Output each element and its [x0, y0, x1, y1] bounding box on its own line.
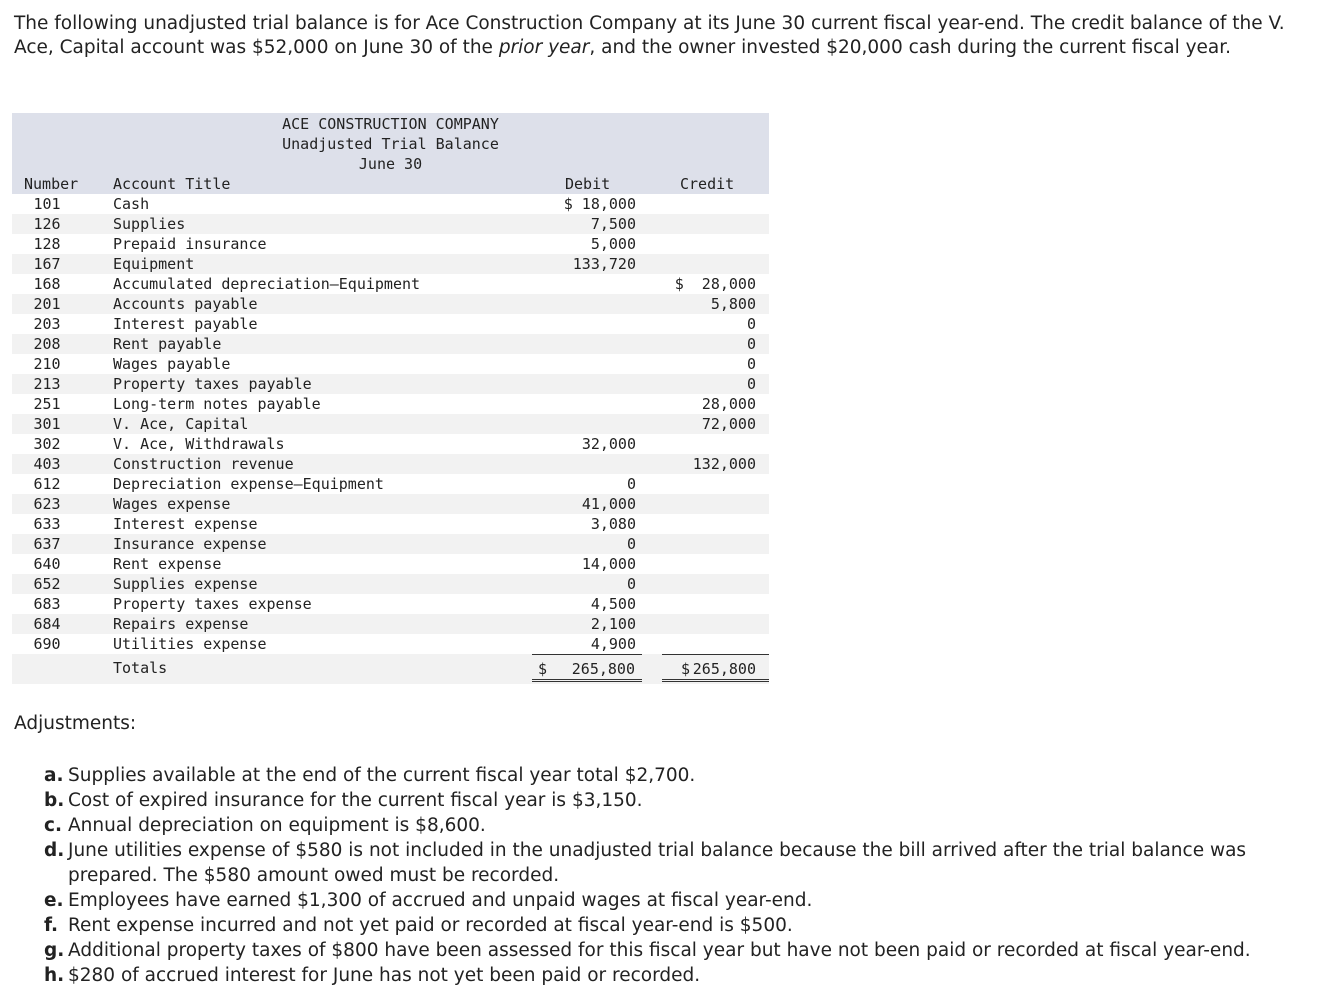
account-number: 684	[33, 615, 61, 633]
account-title: Property taxes expense	[113, 595, 312, 613]
table-row	[12, 434, 769, 454]
adjustment-item	[44, 763, 1304, 788]
adjustment-letter: h.	[44, 965, 65, 986]
account-title: Depreciation expense—Equipment	[113, 475, 384, 493]
debit-amount: 41,000	[581, 495, 636, 513]
debit-amount: 14,000	[581, 555, 636, 573]
adjustment-text: Annual depreciation on equipment is $8,600.	[68, 815, 486, 836]
account-title: Construction revenue	[113, 455, 294, 473]
account-number: 213	[33, 375, 61, 393]
adjustment-item	[44, 788, 1304, 813]
table-row	[12, 354, 769, 374]
debit-amount: 7,500	[590, 215, 636, 233]
col-header-account: Account Title	[113, 175, 231, 193]
credit-amount: $ 28,000	[674, 275, 756, 293]
adjustment-letter: g.	[44, 940, 65, 961]
trial-balance-header	[12, 113, 769, 194]
credit-amount: 0	[746, 375, 756, 393]
adjustment-text: Additional property taxes of $800 have been assessed for this fiscal year but have not been paid or recorded at fiscal year-end.	[68, 940, 1251, 961]
adjustment-item	[44, 938, 1304, 963]
adjustment-text: Employees have earned $1,300 of accrued and unpaid wages at fiscal year-end.	[68, 890, 813, 911]
table-row	[12, 414, 769, 434]
col-header-debit: Debit	[565, 175, 611, 193]
account-title: Repairs expense	[113, 615, 249, 633]
adjustments-list	[44, 763, 1304, 988]
account-number: 690	[33, 635, 61, 653]
trial-balance-body	[12, 194, 769, 654]
adjustment-letter: c.	[44, 815, 62, 836]
debit-amount: 133,720	[572, 255, 636, 273]
total-credit-sign: $	[681, 660, 691, 678]
account-number: 128	[33, 235, 61, 253]
table-row	[12, 214, 769, 234]
credit-amount: 28,000	[701, 395, 756, 413]
total-debit-value: 265,800	[571, 660, 635, 678]
account-number: 640	[33, 555, 61, 573]
account-number: 208	[33, 335, 61, 353]
adjustment-text: Supplies available at the end of the current fiscal year total $2,700.	[68, 765, 696, 786]
account-number: 301	[33, 415, 61, 433]
account-title: Accumulated depreciation—Equipment	[113, 275, 421, 293]
account-title: V. Ace, Capital	[113, 415, 249, 433]
adjustment-text: Cost of expired insurance for the current fiscal year is $3,150.	[68, 790, 643, 811]
account-number: 652	[33, 575, 61, 593]
adjustment-text: $280 of accrued interest for June has not yet been paid or recorded.	[68, 965, 701, 986]
table-row	[12, 634, 769, 654]
debit-amount: 3,080	[590, 515, 636, 533]
table-row	[12, 514, 769, 534]
credit-amount: 0	[746, 315, 756, 333]
table-row	[12, 274, 769, 294]
table-row	[12, 594, 769, 614]
account-title: Rent expense	[113, 555, 222, 573]
account-title: Interest payable	[113, 315, 258, 333]
table-row	[12, 374, 769, 394]
debit-amount: 0	[626, 475, 636, 493]
account-number: 210	[33, 355, 61, 373]
adjustment-item	[44, 963, 1304, 988]
account-number: 126	[33, 215, 61, 233]
company-name: ACE CONSTRUCTION COMPANY	[282, 115, 499, 133]
credit-amount: 0	[746, 355, 756, 373]
account-number: 683	[33, 595, 61, 613]
statement-title: Unadjusted Trial Balance	[282, 135, 499, 153]
account-title: Interest expense	[113, 515, 258, 533]
debit-amount: 4,900	[590, 635, 636, 653]
account-number: 201	[33, 295, 61, 313]
table-row	[12, 254, 769, 274]
account-number: 302	[33, 435, 61, 453]
account-title: Prepaid insurance	[113, 235, 267, 253]
debit-amount: 5,000	[590, 235, 636, 253]
credit-amount: 72,000	[701, 415, 756, 433]
debit-amount: $ 18,000	[563, 195, 636, 213]
account-number: 623	[33, 495, 61, 513]
table-row	[12, 194, 769, 214]
adjustment-text: Rent expense incurred and not yet paid or recorded at fiscal year-end is $500.	[68, 915, 793, 936]
table-row	[12, 234, 769, 254]
table-row	[12, 614, 769, 634]
col-header-number: Number	[24, 175, 79, 193]
trial-balance-table	[12, 113, 769, 684]
account-number: 637	[33, 535, 61, 553]
table-row	[12, 394, 769, 414]
table-row	[12, 334, 769, 354]
account-number: 612	[33, 475, 61, 493]
account-number: 101	[33, 195, 61, 213]
table-row	[12, 534, 769, 554]
adjustment-text: June utilities expense of $580 is not included in the unadjusted trial balance because the bill arrived after the trial balance was prepared. The $580 amount owed must be recorded.	[68, 840, 1247, 886]
account-number: 168	[33, 275, 61, 293]
adjustment-letter: a.	[44, 765, 64, 786]
table-row	[12, 454, 769, 474]
account-title: V. Ace, Withdrawals	[113, 435, 285, 453]
credit-amount: 0	[746, 335, 756, 353]
account-title: Wages payable	[113, 355, 231, 373]
account-title: Accounts payable	[113, 295, 258, 313]
table-row	[12, 554, 769, 574]
account-number: 403	[33, 455, 61, 473]
debit-amount: 32,000	[581, 435, 636, 453]
intro-text-2: , and the owner invested $20,000 cash during the current fiscal year.	[589, 37, 1232, 58]
debit-amount: 4,500	[590, 595, 636, 613]
table-row	[12, 474, 769, 494]
account-number: 633	[33, 515, 61, 533]
account-title: Wages expense	[113, 495, 231, 513]
intro-emphasis: prior year	[498, 37, 590, 58]
adjustment-letter: b.	[44, 790, 65, 811]
credit-amount: 132,000	[692, 455, 756, 473]
table-row	[12, 294, 769, 314]
adjustments-label: Adjustments:	[14, 713, 137, 734]
account-title: Equipment	[113, 255, 195, 273]
account-title: Supplies	[113, 215, 186, 233]
totals-label: Totals	[113, 659, 168, 677]
totals-row	[12, 654, 769, 684]
adjustment-letter: e.	[44, 890, 64, 911]
adjustment-letter: d.	[44, 840, 65, 861]
account-number: 167	[33, 255, 61, 273]
debit-amount: 2,100	[590, 615, 636, 633]
account-title: Property taxes payable	[113, 375, 312, 393]
adjustment-item	[44, 838, 1304, 888]
account-title: Insurance expense	[113, 535, 267, 553]
problem-intro	[14, 12, 1304, 60]
account-title: Rent payable	[113, 335, 222, 353]
statement-date: June 30	[358, 155, 423, 173]
total-credit-value: 265,800	[692, 660, 756, 678]
total-debit-sign: $	[538, 660, 548, 678]
debit-amount: 0	[626, 535, 636, 553]
col-header-credit: Credit	[680, 175, 735, 193]
adjustment-letter: f.	[44, 915, 59, 936]
total-debit	[532, 654, 642, 682]
account-title: Utilities expense	[113, 635, 267, 653]
table-row	[12, 574, 769, 594]
credit-amount: 5,800	[710, 295, 756, 313]
intro-text-1: The following unadjusted trial balance is for Ace Construction Company at its June 30 current fiscal year-end. The credit balance of the V. Ace, Capital account was $52,000 on June 30 of the	[14, 13, 1285, 58]
account-number: 251	[33, 395, 61, 413]
adjustment-item	[44, 913, 1304, 938]
table-row	[12, 494, 769, 514]
debit-amount: 0	[626, 575, 636, 593]
account-title: Long-term notes payable	[113, 395, 321, 413]
total-credit	[662, 654, 769, 682]
account-title: Supplies expense	[113, 575, 258, 593]
table-row	[12, 314, 769, 334]
adjustment-item	[44, 813, 1304, 838]
adjustment-item	[44, 888, 1304, 913]
account-title: Cash	[113, 195, 150, 213]
account-number: 203	[33, 315, 61, 333]
